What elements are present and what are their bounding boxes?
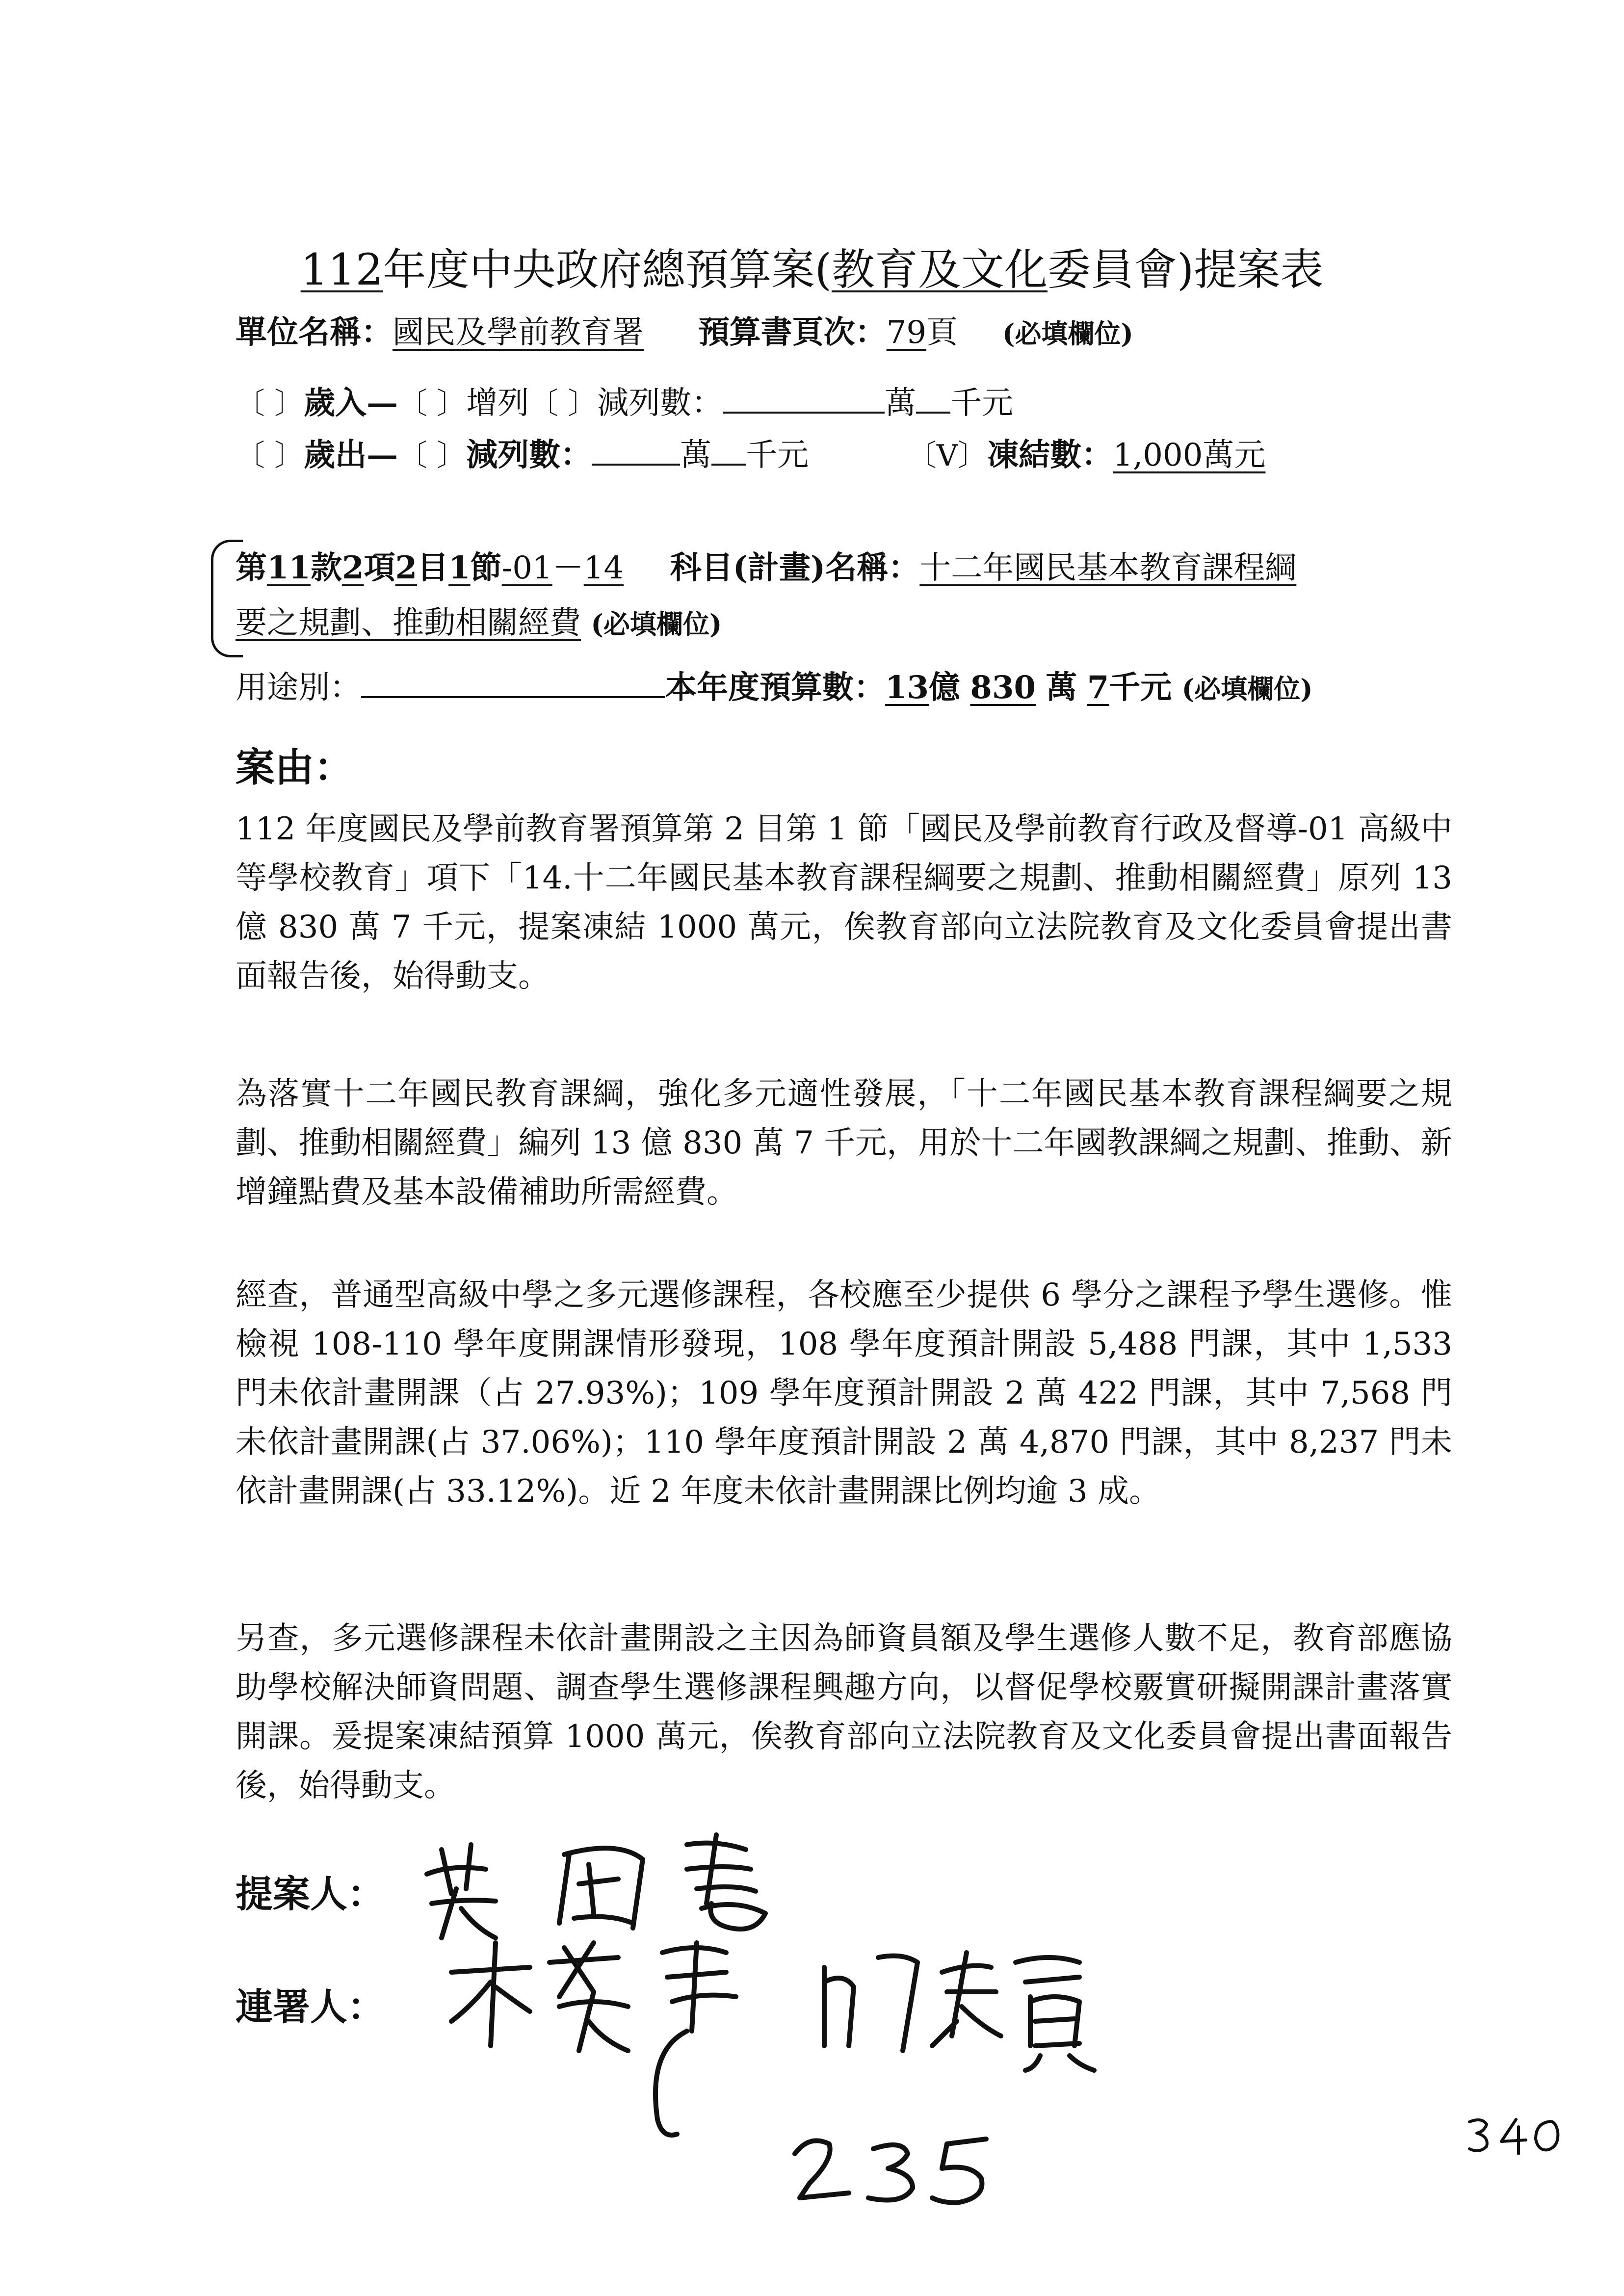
revenue-qian: 千元 [950, 385, 1014, 421]
freeze-unit: 萬元 [1203, 437, 1266, 473]
item-name-line1: 十二年國民基本教育課程綱 [919, 550, 1297, 586]
title-committee: 教育及文化 [831, 244, 1048, 295]
item-jie-label: 節 [470, 549, 502, 586]
cosigner-label: 連署人： [236, 1985, 385, 2029]
handwritten-number [780, 2124, 1016, 2213]
item-code2: 14 [583, 550, 624, 586]
title-text-post: 委員會)提案表 [1047, 244, 1324, 295]
title-text-pre: 年度中央政府總預算案( [383, 244, 832, 295]
required-note: (必填欄位) [1002, 318, 1133, 349]
item-di: 第 [236, 549, 267, 586]
freeze-value: 1,000 [1113, 437, 1203, 473]
item-name-line2: 要之規劃、推動相關經費 [236, 605, 581, 641]
budget-qian: 7 [1087, 669, 1109, 706]
freeze-label: 凍結數： [987, 437, 1113, 473]
item-kuan: 11 [267, 549, 311, 586]
paragraph-2 [236, 1070, 1452, 1217]
revenue-label: 歲入— [304, 385, 398, 421]
item-code1: -01 [501, 550, 552, 586]
revenue-checkbox: 〔 〕 [236, 387, 304, 421]
item-xiang-label: 項 [364, 549, 395, 586]
budget-label: 本年度預算數： [665, 669, 885, 706]
revenue-sub-label: 減列數： [597, 385, 723, 421]
revenue-wan: 萬 [885, 385, 917, 421]
budget-yi-label: 億 [929, 669, 961, 706]
expense-wan: 萬 [680, 437, 712, 473]
item-mu: 2 [395, 549, 418, 586]
use-required: (必填欄位) [1181, 673, 1313, 704]
use-label: 用途別： [236, 670, 361, 706]
cosigner-signature-2 [805, 1928, 1119, 2075]
item-row-2 [236, 599, 722, 649]
paragraph-4 [236, 1614, 1452, 1810]
unit-row [236, 308, 1133, 358]
item-dash: － [552, 550, 584, 586]
paragraph-text: 為落實十二年國民教育課綱，強化多元適性發展，「十二年國民基本教育課程綱要之規劃、推動相關經費」編列 13 億 830 萬 7 千元，用於十二年國教課綱之規劃、推動、新增鐘點費及基本設備補助所需經費。 [236, 1076, 1452, 1210]
item-kuan-label: 款 [311, 549, 342, 586]
item-xiang: 2 [342, 549, 364, 586]
expense-qian: 千元 [746, 437, 809, 473]
budget-qian-label: 千元 [1109, 669, 1172, 706]
paragraph-1 [236, 805, 1452, 1001]
paragraph-text: 經查，普通型高級中學之多元選修課程，各校應至少提供 6 學分之課程予學生選修。惟檢視 108-110 學年度開課情形發現，108 學年度預計開設 5,488 門課，其中 1,533 門未依計畫開課（占 27.93%)；109 學年度預計開設 2 萬 422 門課，其中 7,568 門未依計畫開課(占 37.06%)；110 學年度預計開設 2 萬 4,870 門課，其中 8,237 門未依計畫開課(占 33.12%)。近 2 年度未依計畫開課比例均逾 3 成。 [236, 1277, 1452, 1510]
budget-yi: 13 [885, 669, 929, 706]
item-jie: 1 [448, 549, 471, 586]
paragraph-3 [236, 1271, 1452, 1516]
page-unit: 頁 [926, 314, 958, 351]
freeze-checkbox: 〔V〕 [907, 439, 988, 473]
page-value: 79 [886, 314, 927, 351]
use-row [236, 663, 1313, 713]
paragraph-text: 112 年度國民及學前教育署預算第 2 目第 1 節「國民及學前教育行政及督導-01 高級中等學校教育」項下「14.十二年國民基本教育課程綱要之規劃、推動相關經費」原列 13 億 830 萬 7 千元，提案凍結 1000 萬元，俟教育部向立法院教育及文化委員會提出書面報告後，始得動支。 [236, 811, 1452, 994]
unit-label: 單位名稱： [236, 314, 393, 351]
expense-label: 歲出— [304, 437, 398, 473]
revenue-row: 〔 〕歲入—〔 〕增列〔 〕減列數： 萬 千元 [236, 379, 1013, 428]
expense-checkbox: 〔 〕 [236, 439, 304, 473]
item-name-label: 科目(計畫)名稱： [670, 549, 920, 586]
proposer-label: 提案人： [236, 1872, 385, 1916]
expense-sub-label: 減列數： [466, 437, 592, 473]
page-number [1462, 2110, 1570, 2159]
unit-value: 國民及學前教育署 [393, 314, 644, 351]
page-title [0, 235, 1624, 297]
paragraph-text: 另查，多元選修課程未依計畫開設之主因為師資員額及學生選修人數不足，教育部應協助學校解決師資問題、調查學生選修課程興趣方向，以督促學校覈實研擬開課計畫落實開課。爰提案凍結預算 1000 萬元，俟教育部向立法院教育及文化委員會提出書面報告後，始得動支。 [236, 1620, 1452, 1804]
page-label: 預算書頁次： [698, 314, 887, 351]
item-row [236, 544, 1296, 593]
budget-wan: 830 [970, 669, 1036, 706]
revenue-add-label: 增列 [466, 385, 529, 421]
title-year: 112 [300, 244, 383, 295]
expense-row: 〔 〕歲出—〔 〕減列數： 萬 千元 〔V〕凍結數：1,000萬元 [236, 431, 1265, 480]
item-mu-label: 目 [417, 549, 449, 586]
budget-wan-label: 萬 [1046, 669, 1077, 706]
item-required: (必填欄位) [591, 608, 722, 640]
reason-label: 案由： [236, 744, 353, 790]
